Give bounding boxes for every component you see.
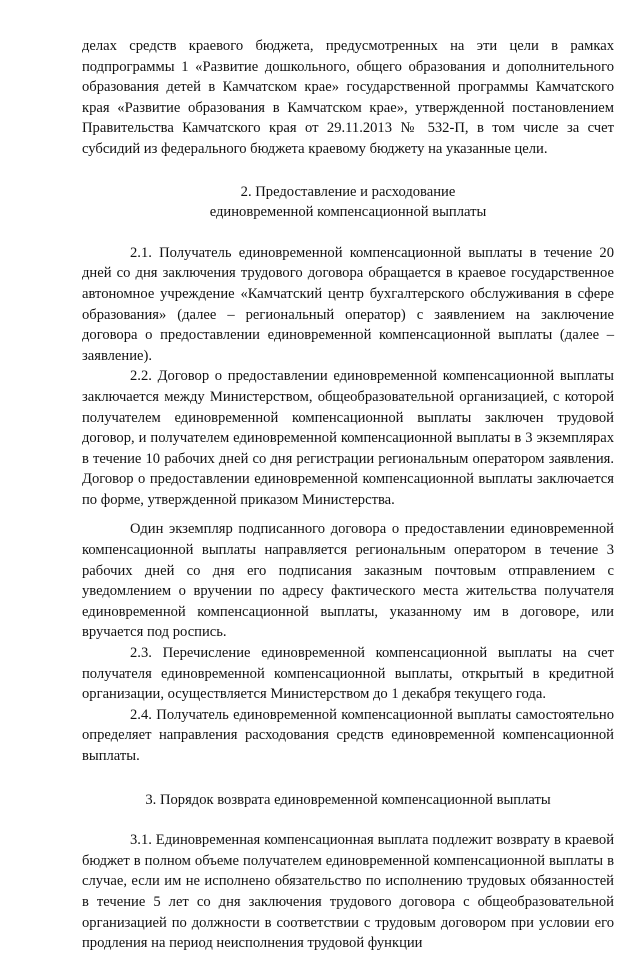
section-2-title-line-2: единовременной компенсационной выплаты xyxy=(209,204,487,221)
document-page xyxy=(82,36,614,954)
paragraph-2-3: 2.3. Перечисление единовременной компенсационной выплаты на счет получателя единовременной компенсационной выплаты, открытый в кредитной организации, осуществляется Министерством до 1 декабря текущего года. xyxy=(82,645,614,703)
paragraph-2-2: 2.2. Договор о предоставлении единовременной компенсационной выплаты заключается между Министерством, общеобразовательной организацией, с которой получателем единовременной компенсационной выплаты заключен трудовой договор, и получателем единовременной компенсационной выплаты в 3 экземплярах в течение 10 рабочих дней со дня регистрации региональным оператором заявления. Договор о предоставлении единовременной компенсационной выплаты заключается по форме, утвержденной приказом Министерства. xyxy=(82,368,614,508)
paragraph-2-2-continued: Один экземпляр подписанного договора о предоставлении единовременной компенсационной выплаты направляется региональным оператором в течение 3 рабочих дней со дня его подписания заказным почтовым отправлением с уведомлением о вручении по адресу фактического места жительства получателя единовременной компенсационной выплаты, указанному им в договоре, или вручается под роспись. xyxy=(82,521,614,641)
section-3-title: 3. Порядок возврата единовременной компенсационной выплаты xyxy=(145,791,551,808)
intro-paragraph: делах средств краевого бюджета, предусмотренных на эти цели в рамках подпрограммы 1 «Развитие дошкольного, общего образования и дополнительного образования детей в Камчатском крае» государственной программы Камчатского края «Развитие образования в Камчатском крае», утвержденной постановлением Правительства Камчатского края от 29.11.2013 № 532-П, в том числе за счет субсидий из федерального бюджета краевому бюджету на указанные цели. xyxy=(82,38,614,157)
paragraph-3-1: 3.1. Единовременная компенсационная выплата подлежит возврату в краевой бюджет в полном объеме получателем единовременной компенсационной выплаты в случае, если им не исполнено обязательство по исполнению трудовых обязанностей в течение 5 лет со дня заключения трудового договора с общеобразовательной организацией по должности в соответствии с трудовым договором при условии его продления на период неисполнения трудовой функции xyxy=(82,832,614,952)
section-2-title-line-1: 2. Предоставление и расходование xyxy=(240,183,456,200)
paragraph-2-4: 2.4. Получатель единовременной компенсационной выплаты самостоятельно определяет направления расходования средств единовременной компенсационной выплаты. xyxy=(82,706,614,764)
paragraph-2-1: 2.1. Получатель единовременной компенсационной выплаты в течение 20 дней со дня заключения трудового договора обращается в краевое государственное автономное учреждение «Камчатский центр бухгалтерского обслуживания в сфере образования» (далее – региональный оператор) с заявлением на заключение договора о предоставлении единовременной компенсационной выплаты (далее – заявление). xyxy=(82,244,614,364)
